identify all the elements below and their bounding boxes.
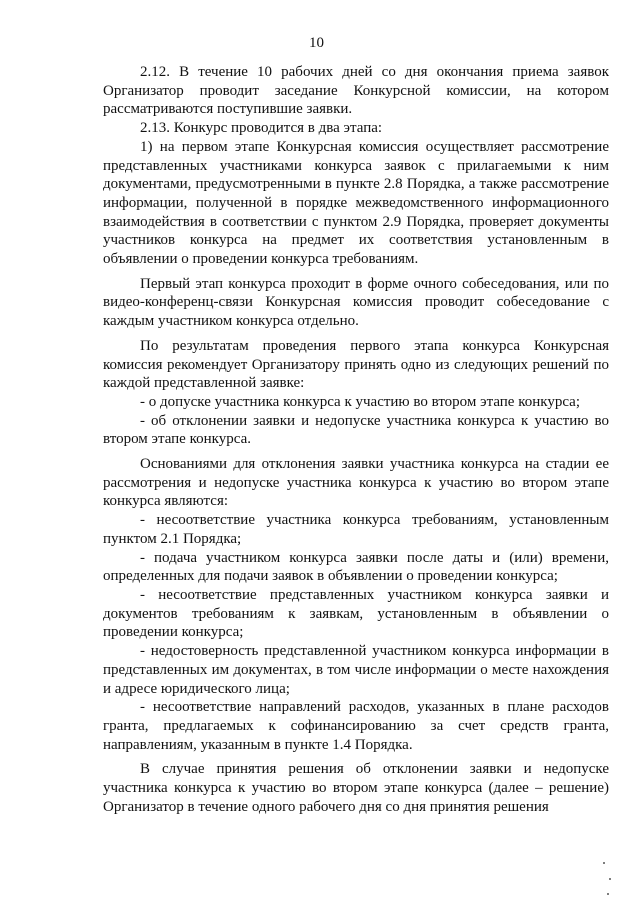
list-item-admission: - о допуске участника конкурса к участию во втором этапе конкурса; (140, 393, 581, 410)
list-item-rejection: - об отклонении заявки и недопуске участника конкурса к участию во втором этапе конкурса. (103, 412, 609, 448)
list-item-ground-1: - несоответствие участника конкурса требованиям, установленным пунктом 2.1 Порядка; (103, 512, 609, 547)
page-number: 10 (309, 35, 324, 51)
scan-speck (603, 862, 605, 864)
list-item-ground-5: - несоответствие направлений расходов, указанных в плане расходов гранта, предлагаемых к софинансированию за счет средств гранта, направлениям, указанным в пункте 1.4 Порядка. (103, 699, 609, 753)
list-item-ground-2: - подача участником конкурса заявки после даты и (или) времени, определенных для подачи заявок в объявлении о проведении конкурса; (103, 549, 609, 585)
list-item-ground-3: - несоответствие представленных участником конкурса заявки и документов требованиям к заявкам, установленным в объявлении о проведении конкурса; (103, 586, 609, 641)
scan-speck (609, 878, 611, 880)
paragraph-results: По результатам проведения первого этапа конкурса Конкурсная комиссия рекомендует Организатору принять одно из следующих решений по каждой представленной заявке: (103, 337, 609, 392)
paragraph-interview: Первый этап конкурса проходит в форме очного собеседования, или по видео-конференц-связи Конкурсная комиссия проводит собеседование с каждым участником конкурса отдельно. (103, 275, 609, 330)
paragraph-2-13: 2.13. Конкурс проводится в два этапа: (140, 120, 383, 137)
paragraph-grounds: Основаниями для отклонения заявки участника конкурса на стадии ее рассмотрения и недопуске участника конкурса к участию во втором этапе конкурса являются: (103, 456, 609, 510)
scan-speck (607, 893, 609, 895)
paragraph-decision: В случае принятия решения об отклонении заявки и недопуске участника конкурса к участию во втором этапе конкурса (далее – решение) Организатор в течение одного рабочего дня со дня принятия решения (103, 761, 609, 815)
paragraph-2-12: 2.12. В течение 10 рабочих дней со дня окончания приема заявок Организатор проводит заседание Конкурсной комиссии, на котором рассматриваются поступившие заявки. (103, 64, 609, 118)
document-body (103, 63, 609, 816)
list-item-ground-4: - недостоверность представленной участником конкурса информации в представленных им документах, в том числе информации о месте нахождения и адресе юридического лица; (103, 643, 609, 697)
paragraph-first-stage: 1) на первом этапе Конкурсная комиссия осуществляет рассмотрение представленных участниками конкурса заявок с прилагаемыми к ним документами, предусмотренными в пункте 2.8 Порядка, а также рассмотрение информации, полученной в порядке межведомственного информационного взаимодействия в соответствии с пунктом 2.9 Порядка, проверяет документы участников конкурса на предмет их соответствия установленным в объявлении о проведении конкурса требованиям. (103, 138, 609, 268)
